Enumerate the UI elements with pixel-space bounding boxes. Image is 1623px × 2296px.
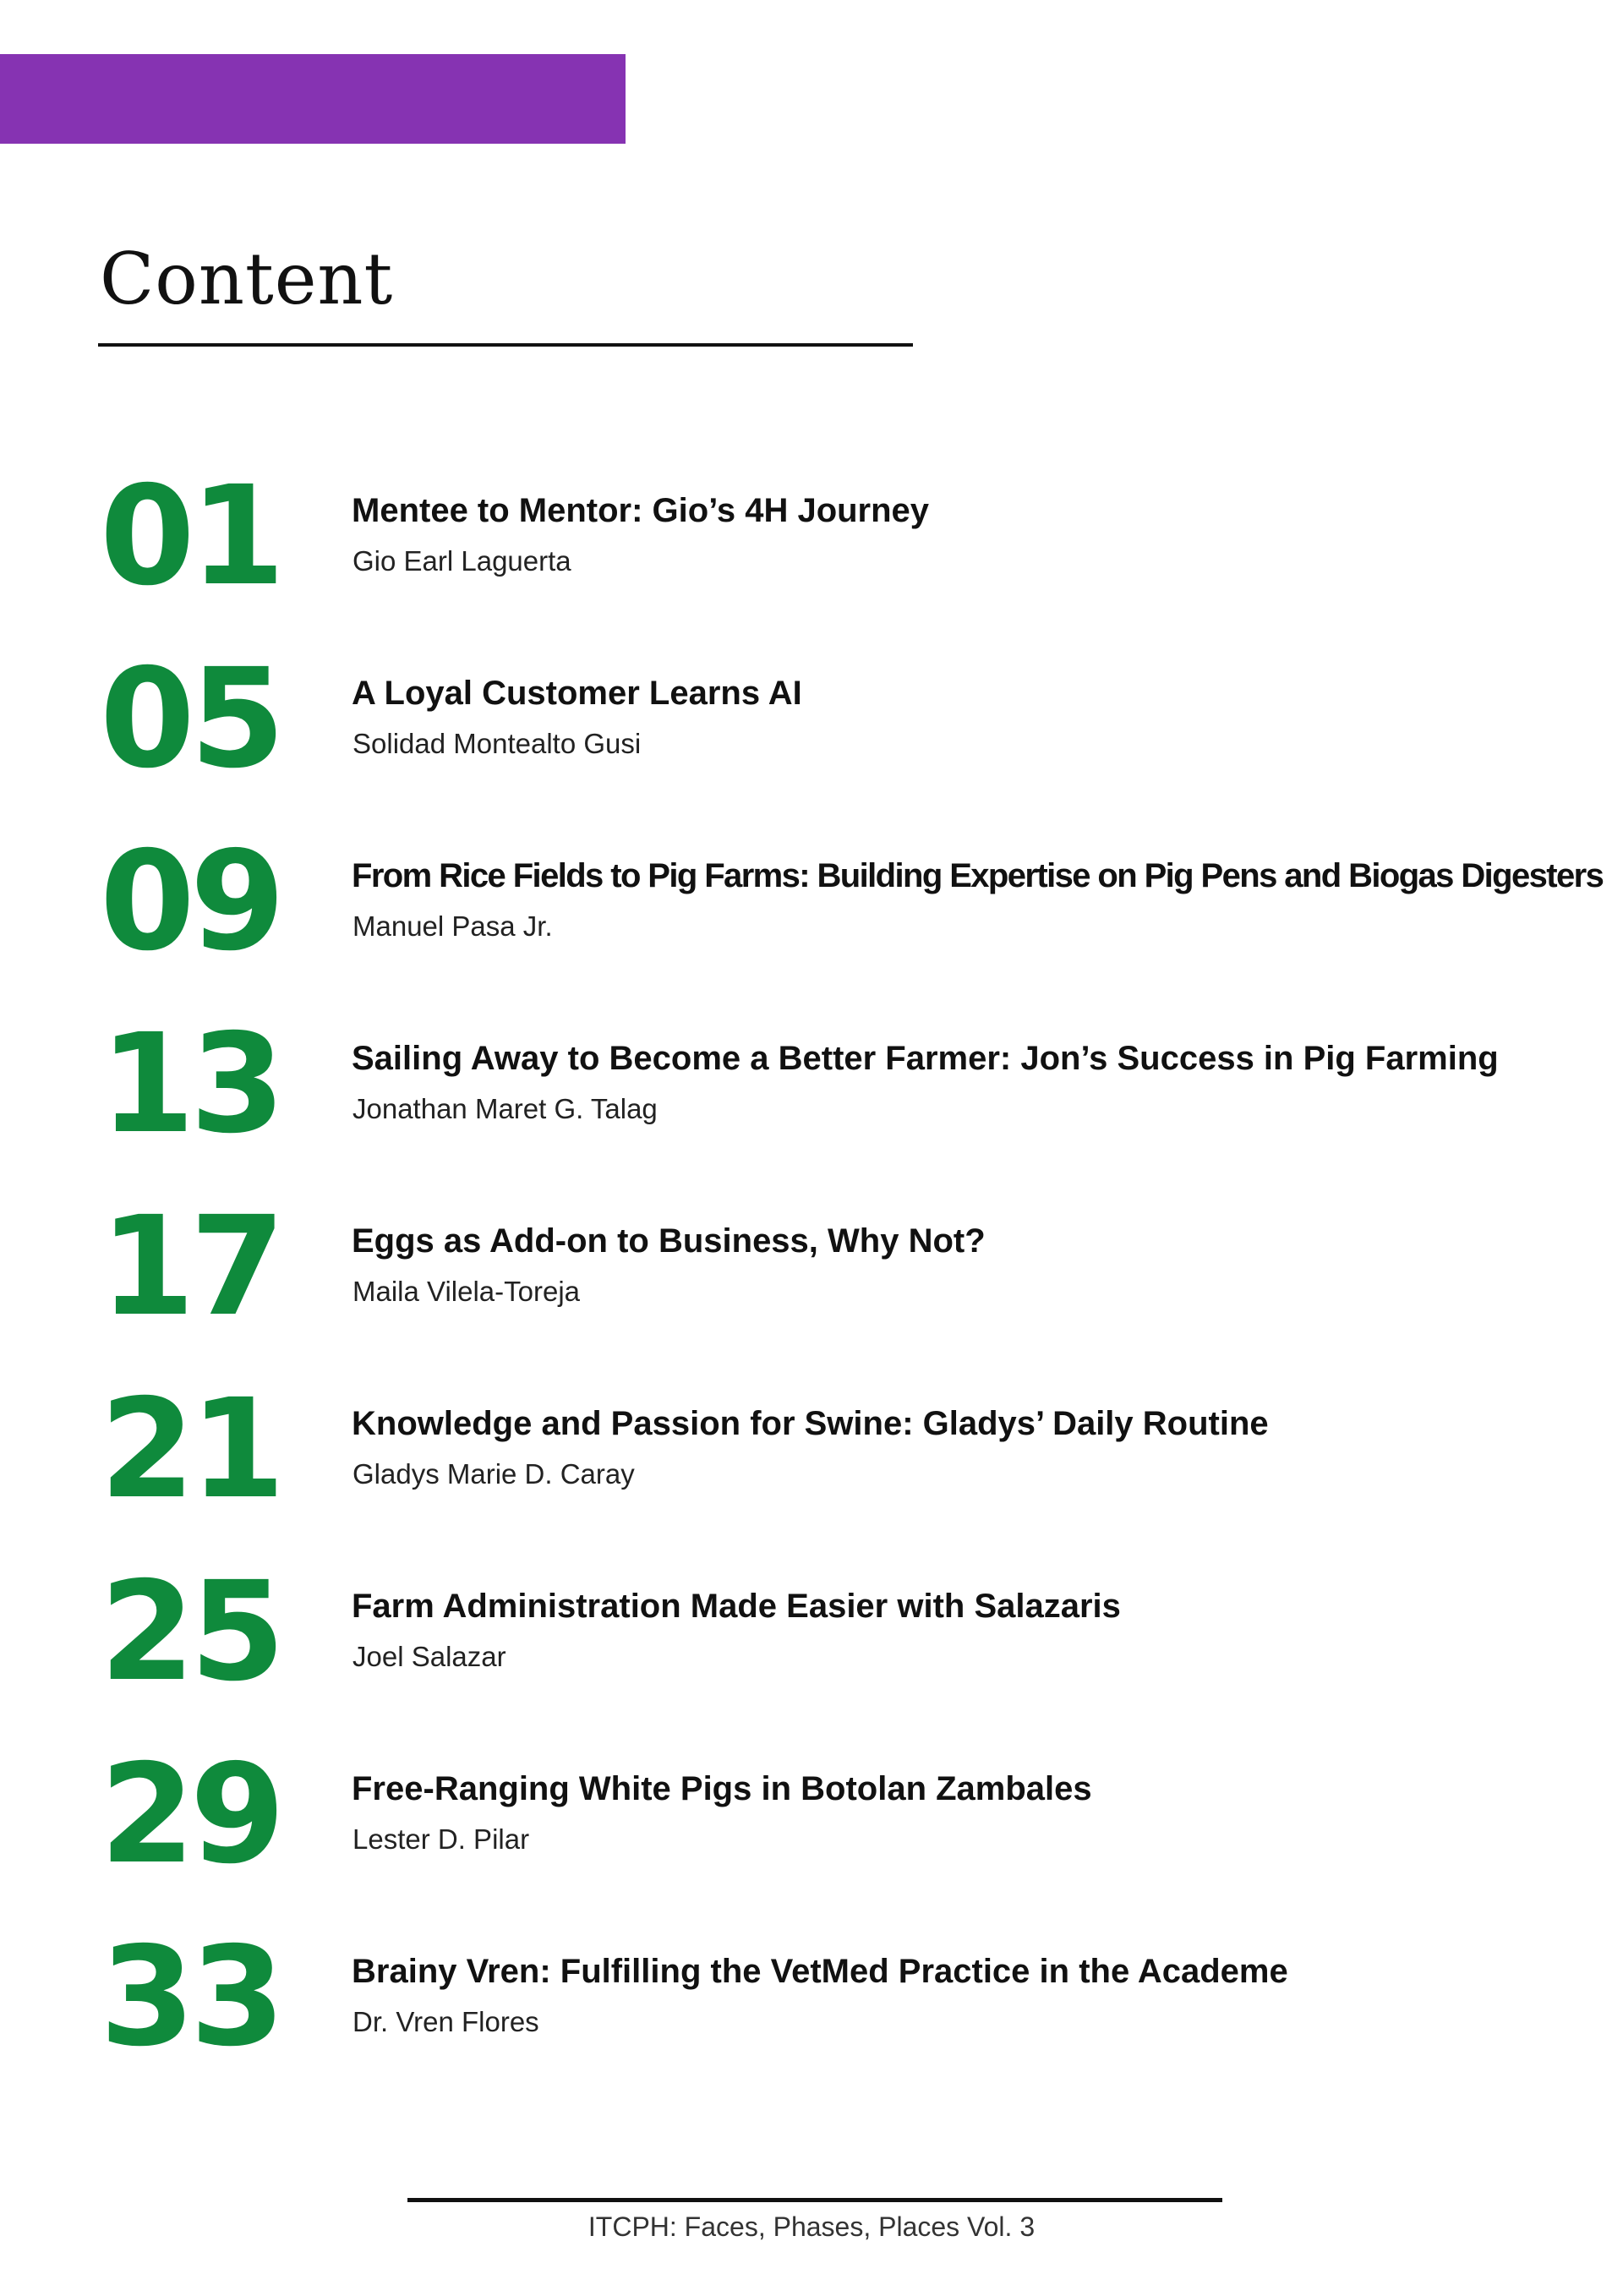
toc-author: Solidad Montealto Gusi [352,728,642,759]
footer-publication-title: ITCPH: Faces, Phases, Places Vol. 3 [587,2211,1036,2242]
toc-article-title[interactable]: A Loyal Customer Learns AI [352,675,802,712]
footer-divider [407,2198,1222,2202]
toc-author: Gio Earl Laguerta [352,545,571,577]
page-title: Content [100,238,394,320]
toc-article-title[interactable]: Eggs as Add-on to Business, Why Not? [352,1222,986,1260]
toc-page-number: 05 [100,640,281,799]
toc-entry[interactable] [0,640,1623,840]
accent-bar [0,54,626,144]
toc-author: Manuel Pasa Jr. [352,910,553,942]
toc-page-number: 13 [100,1005,281,1164]
toc-entry[interactable] [0,457,1623,658]
toc-entry[interactable] [0,823,1623,1023]
toc-entry[interactable] [0,1188,1623,1388]
toc-page-number: 33 [100,1918,281,2077]
toc-page-number: 09 [100,823,281,981]
toc-entry[interactable] [0,1736,1623,1936]
toc-page-number: 21 [100,1370,281,1529]
table-of-contents [0,457,1623,2118]
toc-author: Joel Salazar [352,1641,506,1672]
toc-author: Gladys Marie D. Caray [352,1458,635,1490]
toc-page-number: 29 [100,1736,281,1894]
toc-entry[interactable] [0,1553,1623,1753]
toc-entry[interactable] [0,1005,1623,1205]
title-divider [98,343,913,347]
toc-article-title[interactable]: Knowledge and Passion for Swine: Gladys’ Daily Routine [352,1405,1269,1442]
toc-page-number: 01 [100,457,281,616]
toc-author: Jonathan Maret G. Talag [352,1093,658,1124]
toc-author: Lester D. Pilar [352,1823,530,1855]
toc-author: Dr. Vren Flores [352,2006,539,2037]
toc-entry[interactable] [0,1918,1623,2118]
toc-article-title[interactable]: Brainy Vren: Fulfilling the VetMed Practice in the Academe [352,1953,1288,1990]
toc-article-title[interactable]: Free-Ranging White Pigs in Botolan Zambales [352,1770,1092,1807]
toc-article-title[interactable]: Farm Administration Made Easier with Salazaris [352,1588,1121,1625]
toc-article-title[interactable]: Mentee to Mentor: Gio’s 4H Journey [352,492,930,529]
toc-article-title[interactable]: Sailing Away to Become a Better Farmer: Jon’s Success in Pig Farming [352,1040,1499,1077]
toc-author: Maila Vilela-Toreja [352,1276,581,1307]
toc-page-number: 25 [100,1553,281,1712]
toc-article-title[interactable]: From Rice Fields to Pig Farms: Building Expertise on Pig Pens and Biogas Digesters [352,857,1604,894]
toc-page-number: 17 [100,1188,281,1347]
toc-entry[interactable] [0,1370,1623,1571]
